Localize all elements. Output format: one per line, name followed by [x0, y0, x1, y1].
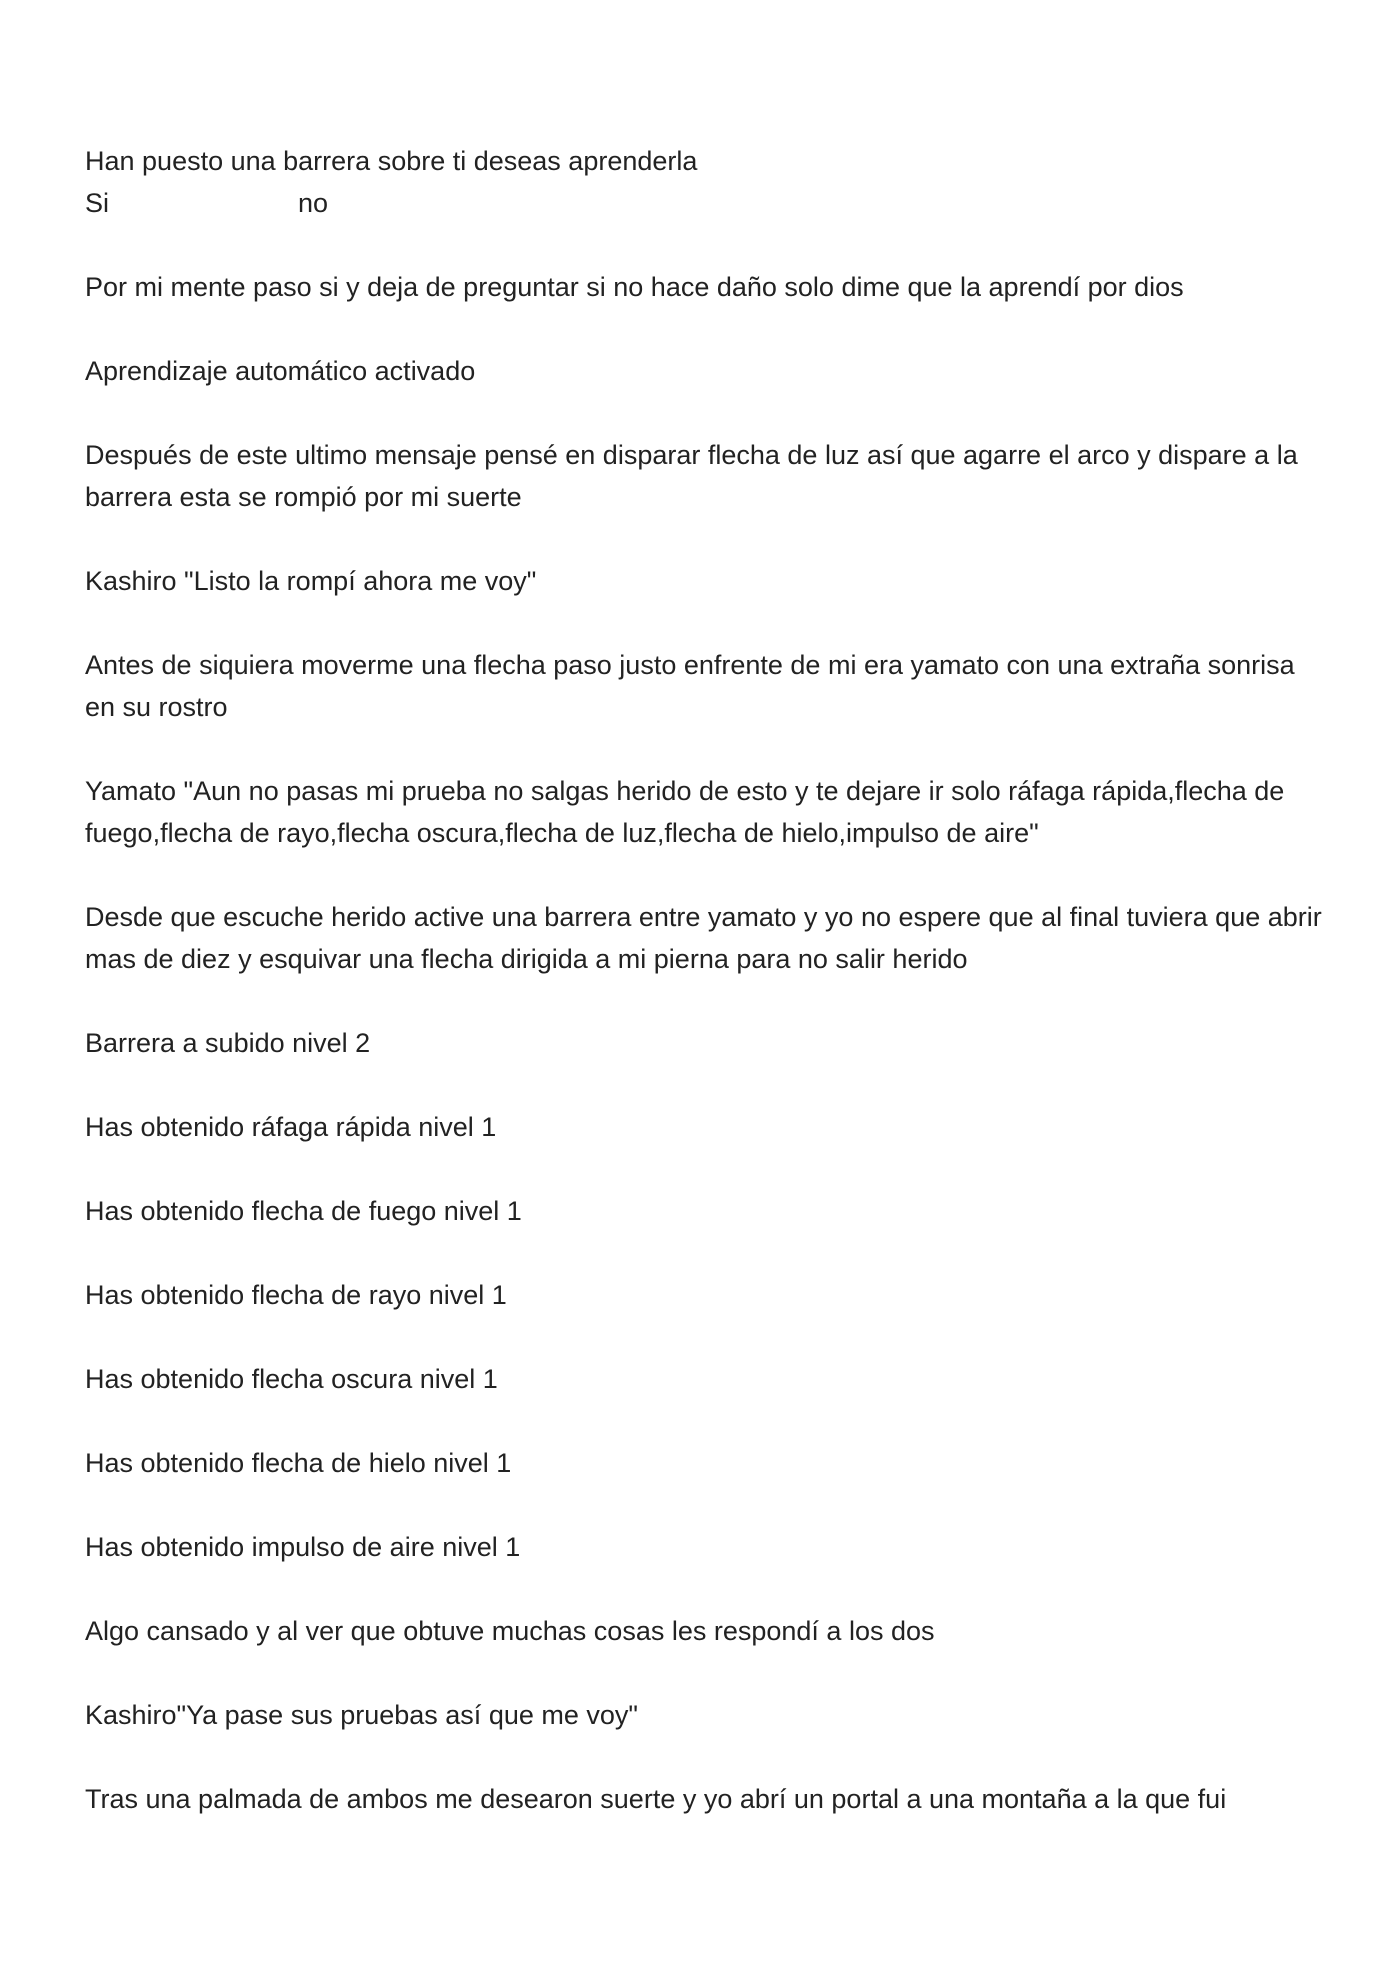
system-message: Has obtenido impulso de aire nivel 1 [85, 1532, 521, 1562]
dialogue-line: Yamato "Aun no pasas mi prueba no salgas herido de esto y te dejare ir solo ráfaga rápida,flecha de fuego,flecha de rayo,flecha oscura,flecha de luz,flecha de hielo,impulso de aire" [85, 776, 1285, 848]
answer-options [85, 182, 1330, 224]
option-no: no [298, 188, 329, 218]
system-message: Aprendizaje automático activado [85, 356, 476, 386]
question-line: Han puesto una barrera sobre ti deseas aprenderla [85, 146, 698, 176]
system-message: Has obtenido flecha oscura nivel 1 [85, 1364, 498, 1394]
system-message: Has obtenido flecha de hielo nivel 1 [85, 1448, 512, 1478]
paragraph: Algo cansado y al ver que obtuve muchas cosas les respondí a los dos [85, 1616, 935, 1646]
paragraph: Después de este ultimo mensaje pensé en disparar flecha de luz así que agarre el arco y dispare a la barrera esta se rompió por mi suerte [85, 440, 1298, 512]
paragraph: Tras una palmada de ambos me desearon suerte y yo abrí un portal a una montaña a la que fui [85, 1784, 1227, 1814]
paragraph: Desde que escuche herido active una barrera entre yamato y yo no espere que al final tuviera que abrir mas de diez y esquivar una flecha dirigida a mi pierna para no salir herido [85, 902, 1322, 974]
dialogue-line: Kashiro"Ya pase sus pruebas así que me voy" [85, 1700, 638, 1730]
system-message: Has obtenido flecha de rayo nivel 1 [85, 1280, 507, 1310]
system-message: Has obtenido flecha de fuego nivel 1 [85, 1196, 522, 1226]
option-yes: Si [85, 188, 110, 218]
system-message: Barrera a subido nivel 2 [85, 1028, 371, 1058]
dialogue-line: Kashiro "Listo la rompí ahora me voy" [85, 566, 537, 596]
paragraph: Por mi mente paso si y deja de preguntar si no hace daño solo dime que la aprendí por dios [85, 272, 1184, 302]
paragraph: Antes de siquiera moverme una flecha paso justo enfrente de mi era yamato con una extraña sonrisa en su rostro [85, 650, 1295, 722]
system-message: Has obtenido ráfaga rápida nivel 1 [85, 1112, 497, 1142]
